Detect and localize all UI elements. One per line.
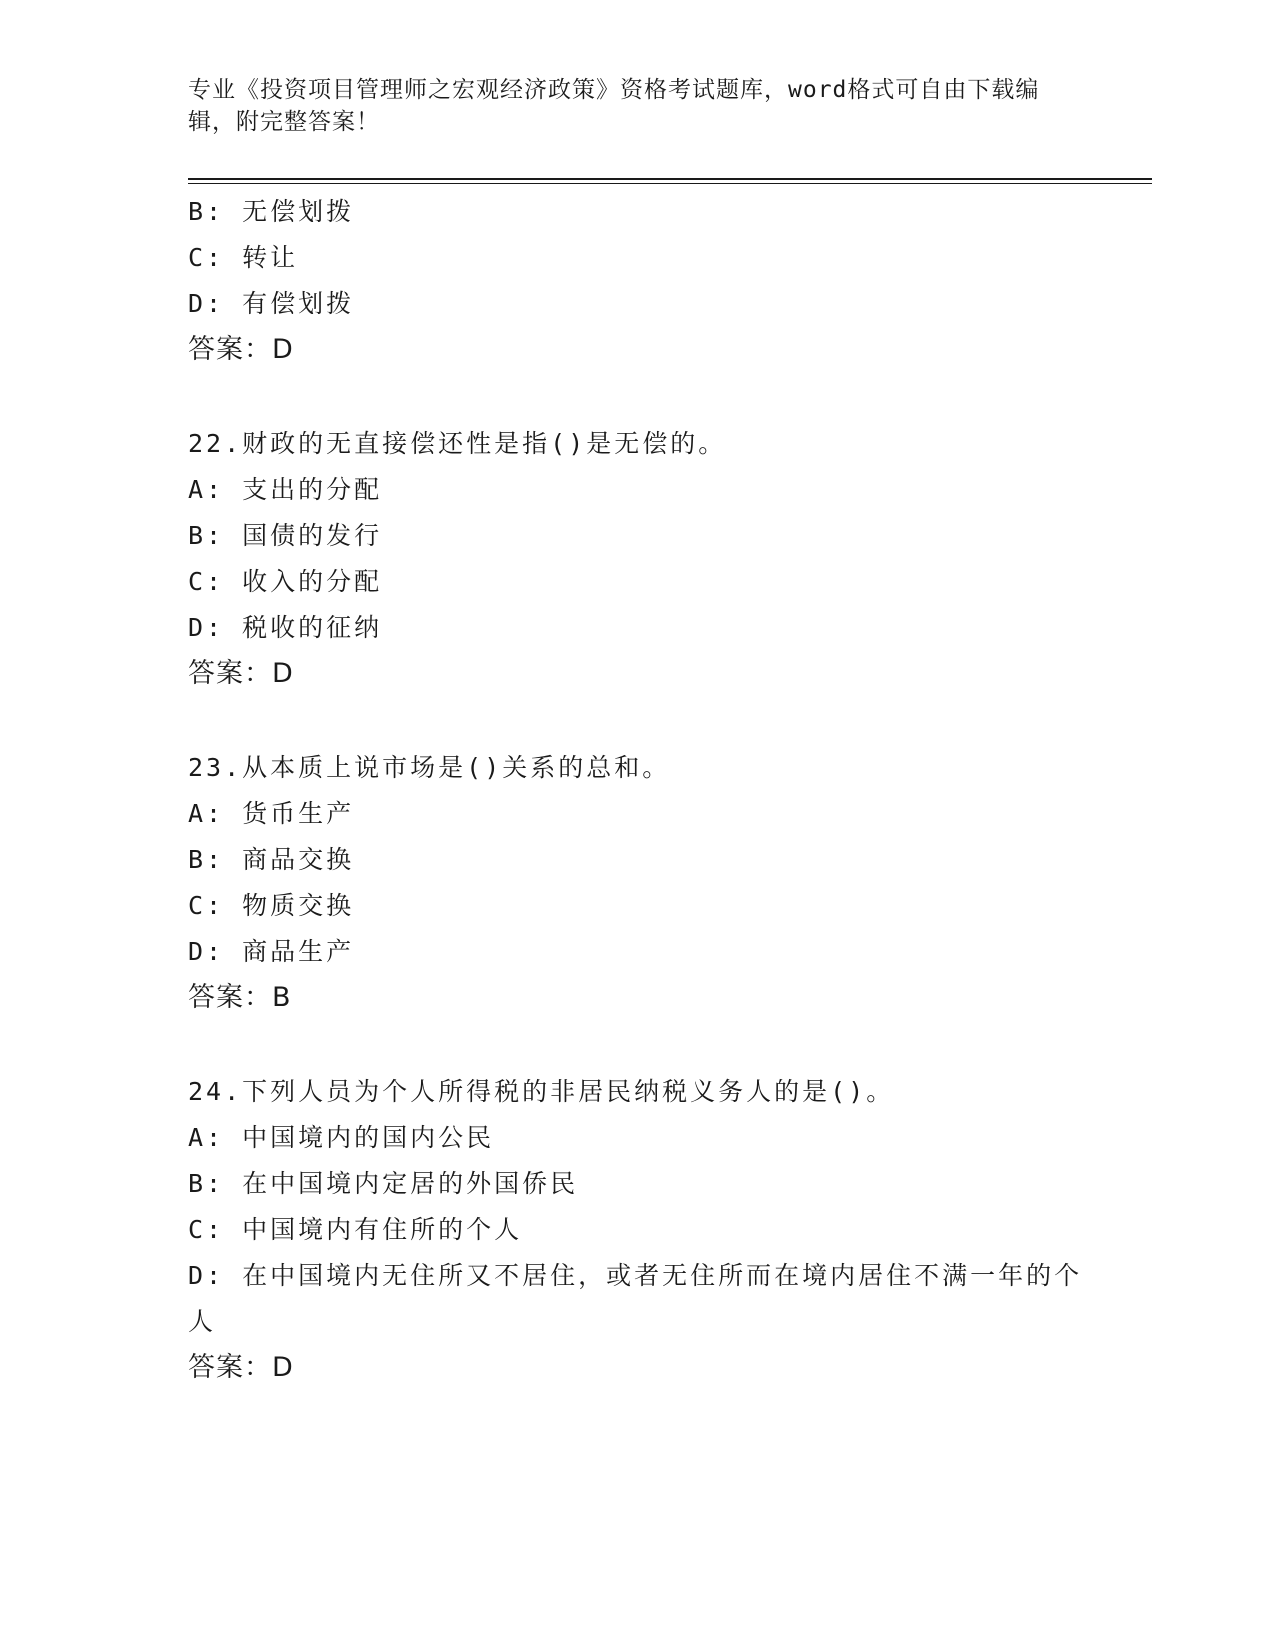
option-d: D: 商品生产	[188, 937, 355, 966]
option-b: B: 商品交换	[188, 845, 355, 874]
document-header: 专业《投资项目管理师之宏观经济政策》资格考试题库，word格式可自由下载编辑，附完整答案！	[188, 77, 1040, 135]
header-divider-thin	[188, 183, 1152, 184]
option-d: D: 在中国境内无住所又不居住，或者无住所而在境内居住不满一年的个人	[188, 1261, 1083, 1336]
option-c: C: 中国境内有住所的个人	[188, 1215, 523, 1244]
answer-line: 答案：B	[188, 982, 292, 1013]
question-23	[188, 745, 1088, 1021]
option-d: D: 有偿划拨	[188, 289, 355, 318]
answer-line: 答案：D	[188, 334, 294, 365]
question-partial	[188, 189, 1088, 373]
option-d: D: 税收的征纳	[188, 613, 383, 642]
option-c: C: 转让	[188, 243, 299, 272]
question-22	[188, 421, 1088, 697]
option-a: A: 中国境内的国内公民	[188, 1123, 495, 1152]
option-b: B: 在中国境内定居的外国侨民	[188, 1169, 579, 1198]
option-c: C: 物质交换	[188, 891, 355, 920]
option-c: C: 收入的分配	[188, 567, 383, 596]
option-b: B: 无偿划拨	[188, 197, 355, 226]
option-a: A: 支出的分配	[188, 475, 383, 504]
answer-line: 答案：D	[188, 1352, 294, 1383]
question-stem: 22.财政的无直接偿还性是指()是无偿的。	[188, 429, 727, 458]
answer-line: 答案：D	[188, 658, 294, 689]
question-list	[188, 189, 1088, 1391]
question-stem: 24.下列人员为个人所得税的非居民纳税义务人的是()。	[188, 1077, 895, 1106]
option-a: A: 货币生产	[188, 799, 355, 828]
header-divider-thick	[188, 178, 1152, 180]
question-24	[188, 1069, 1088, 1391]
option-b: B: 国债的发行	[188, 521, 383, 550]
question-stem: 23.从本质上说市场是()关系的总和。	[188, 753, 671, 782]
